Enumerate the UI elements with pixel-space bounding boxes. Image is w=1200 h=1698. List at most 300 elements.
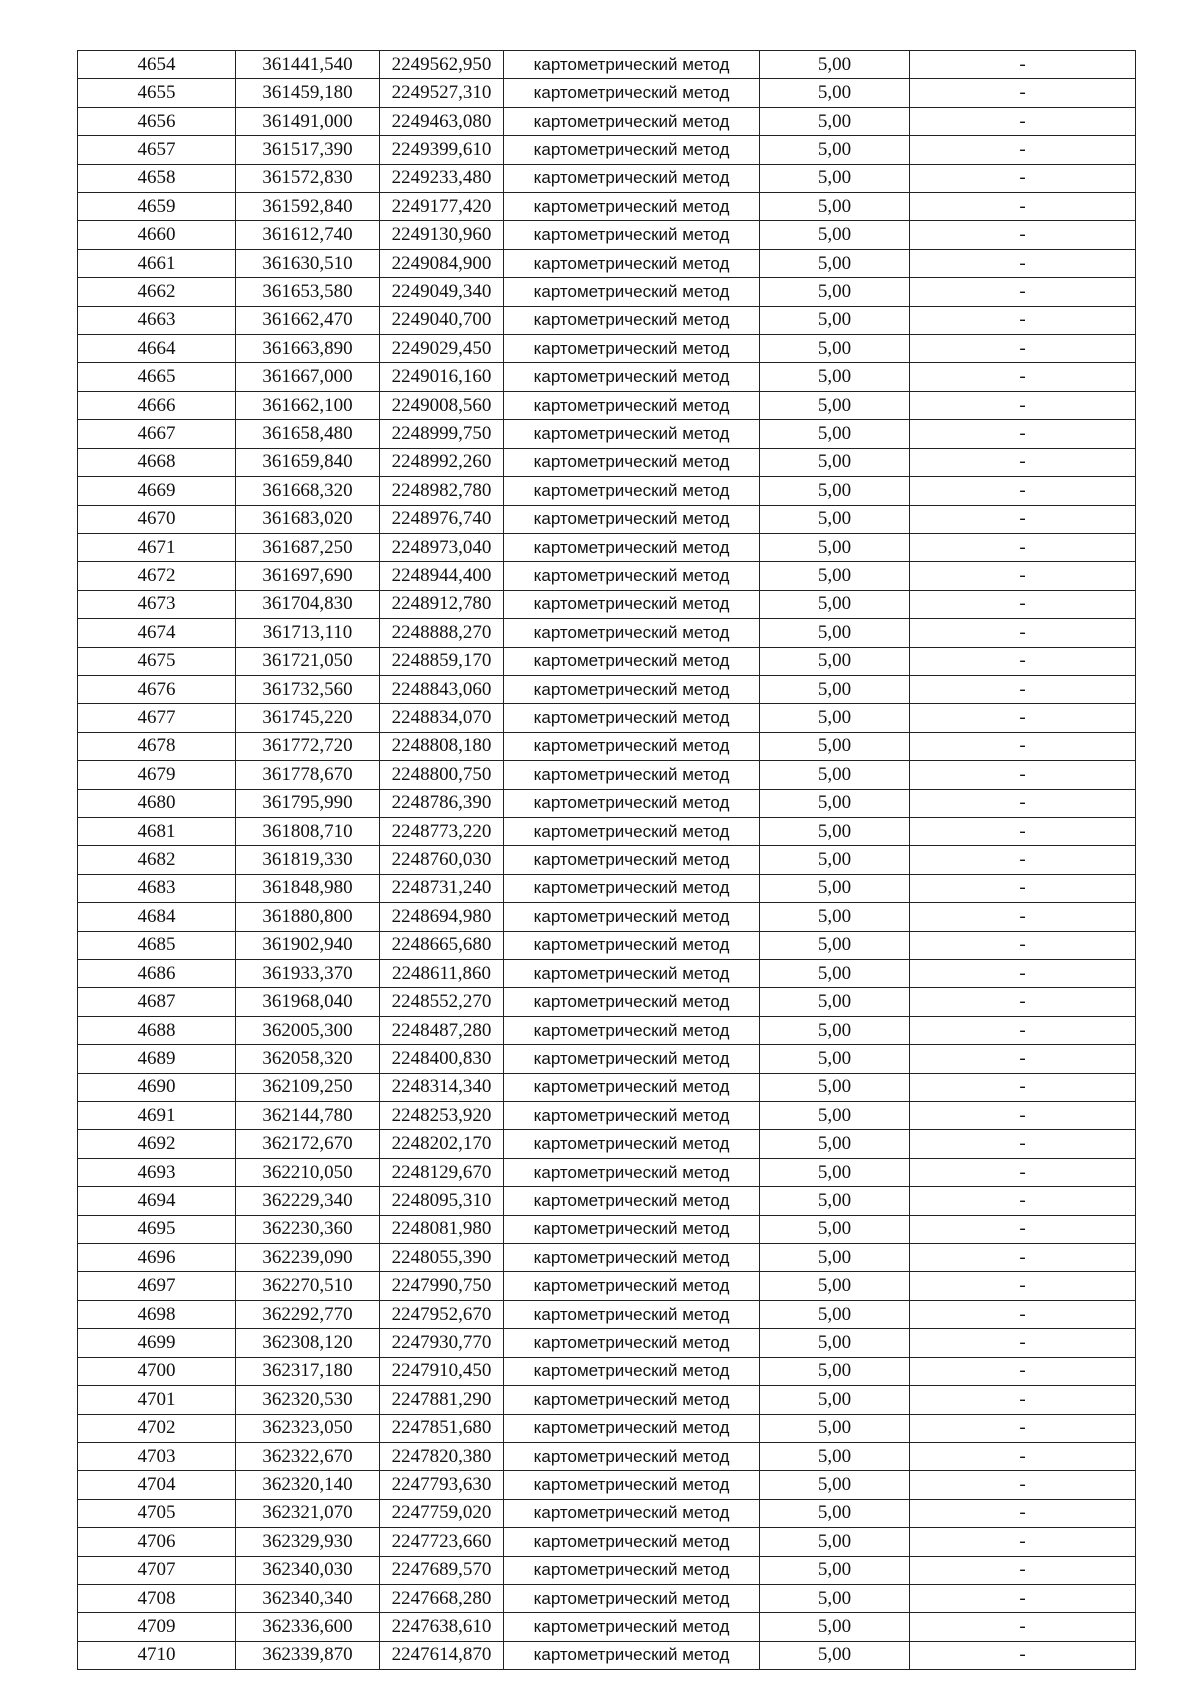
point-number-cell: 4665 [78,363,236,391]
note-cell: - [910,1386,1136,1414]
table-row [78,136,1136,164]
x-coordinate-cell: 362323,050 [236,1414,380,1442]
point-number-cell: 4656 [78,107,236,135]
point-number-cell: 4694 [78,1187,236,1215]
method-cell: картометрический метод [504,1556,760,1584]
note-cell: - [910,619,1136,647]
y-coordinate-cell: 2247851,680 [380,1414,504,1442]
note-cell: - [910,562,1136,590]
point-number-cell: 4655 [78,79,236,107]
x-coordinate-cell: 361745,220 [236,704,380,732]
note-cell: - [910,1272,1136,1300]
point-number-cell: 4696 [78,1244,236,1272]
y-coordinate-cell: 2249399,610 [380,136,504,164]
x-coordinate-cell: 362320,140 [236,1471,380,1499]
accuracy-cell: 5,00 [760,505,910,533]
accuracy-cell: 5,00 [760,874,910,902]
point-number-cell: 4669 [78,477,236,505]
table-row [78,675,1136,703]
method-cell: картометрический метод [504,675,760,703]
x-coordinate-cell: 361795,990 [236,789,380,817]
note-cell: - [910,391,1136,419]
note-cell: - [910,136,1136,164]
method-cell: картометрический метод [504,789,760,817]
method-cell: картометрический метод [504,477,760,505]
y-coordinate-cell: 2248912,780 [380,590,504,618]
y-coordinate-cell: 2248973,040 [380,533,504,561]
method-cell: картометрический метод [504,136,760,164]
method-cell: картометрический метод [504,1584,760,1612]
note-cell: - [910,363,1136,391]
x-coordinate-cell: 361441,540 [236,51,380,79]
point-number-cell: 4681 [78,817,236,845]
method-cell: картометрический метод [504,1499,760,1527]
accuracy-cell: 5,00 [760,704,910,732]
point-number-cell: 4691 [78,1102,236,1130]
accuracy-cell: 5,00 [760,1102,910,1130]
table-row [78,1613,1136,1641]
table-row [78,505,1136,533]
x-coordinate-cell: 362340,340 [236,1584,380,1612]
accuracy-cell: 5,00 [760,1442,910,1470]
x-coordinate-cell: 362340,030 [236,1556,380,1584]
method-cell: картометрический метод [504,874,760,902]
accuracy-cell: 5,00 [760,732,910,760]
x-coordinate-cell: 361902,940 [236,931,380,959]
y-coordinate-cell: 2248808,180 [380,732,504,760]
method-cell: картометрический метод [504,533,760,561]
point-number-cell: 4689 [78,1045,236,1073]
y-coordinate-cell: 2248731,240 [380,874,504,902]
accuracy-cell: 5,00 [760,164,910,192]
table-row [78,960,1136,988]
accuracy-cell: 5,00 [760,1187,910,1215]
note-cell: - [910,1187,1136,1215]
accuracy-cell: 5,00 [760,1641,910,1669]
method-cell: картометрический метод [504,1613,760,1641]
note-cell: - [910,1528,1136,1556]
method-cell: картометрический метод [504,1045,760,1073]
note-cell: - [910,675,1136,703]
y-coordinate-cell: 2248999,750 [380,420,504,448]
method-cell: картометрический метод [504,619,760,647]
x-coordinate-cell: 361819,330 [236,846,380,874]
x-coordinate-cell: 362322,670 [236,1442,380,1470]
point-number-cell: 4686 [78,960,236,988]
table-row [78,1584,1136,1612]
note-cell: - [910,960,1136,988]
method-cell: картометрический метод [504,448,760,476]
table-row [78,1556,1136,1584]
y-coordinate-cell: 2248314,340 [380,1073,504,1101]
method-cell: картометрический метод [504,79,760,107]
table-row [78,619,1136,647]
y-coordinate-cell: 2248552,270 [380,988,504,1016]
point-number-cell: 4685 [78,931,236,959]
y-coordinate-cell: 2248055,390 [380,1244,504,1272]
table-row [78,391,1136,419]
y-coordinate-cell: 2248760,030 [380,846,504,874]
table-row [78,1414,1136,1442]
point-number-cell: 4695 [78,1215,236,1243]
point-number-cell: 4674 [78,619,236,647]
table-row [78,1187,1136,1215]
point-number-cell: 4697 [78,1272,236,1300]
accuracy-cell: 5,00 [760,363,910,391]
point-number-cell: 4709 [78,1613,236,1641]
note-cell: - [910,1102,1136,1130]
x-coordinate-cell: 361778,670 [236,761,380,789]
y-coordinate-cell: 2249040,700 [380,306,504,334]
table-row [78,1215,1136,1243]
note-cell: - [910,1613,1136,1641]
x-coordinate-cell: 361612,740 [236,221,380,249]
note-cell: - [910,278,1136,306]
note-cell: - [910,1556,1136,1584]
note-cell: - [910,761,1136,789]
point-number-cell: 4671 [78,533,236,561]
table-row [78,704,1136,732]
note-cell: - [910,1584,1136,1612]
x-coordinate-cell: 361732,560 [236,675,380,703]
note-cell: - [910,221,1136,249]
x-coordinate-cell: 361592,840 [236,193,380,221]
accuracy-cell: 5,00 [760,278,910,306]
y-coordinate-cell: 2249008,560 [380,391,504,419]
table-row [78,51,1136,79]
y-coordinate-cell: 2249463,080 [380,107,504,135]
accuracy-cell: 5,00 [760,590,910,618]
method-cell: картометрический метод [504,249,760,277]
point-number-cell: 4670 [78,505,236,533]
method-cell: картометрический метод [504,1244,760,1272]
accuracy-cell: 5,00 [760,1244,910,1272]
point-number-cell: 4704 [78,1471,236,1499]
x-coordinate-cell: 361667,000 [236,363,380,391]
y-coordinate-cell: 2248944,400 [380,562,504,590]
x-coordinate-cell: 362317,180 [236,1357,380,1385]
table-row [78,817,1136,845]
method-cell: картометрический метод [504,1471,760,1499]
accuracy-cell: 5,00 [760,1584,910,1612]
note-cell: - [910,704,1136,732]
accuracy-cell: 5,00 [760,79,910,107]
accuracy-cell: 5,00 [760,1272,910,1300]
method-cell: картометрический метод [504,1528,760,1556]
method-cell: картометрический метод [504,1102,760,1130]
method-cell: картометрический метод [504,391,760,419]
point-number-cell: 4693 [78,1158,236,1186]
table-row [78,306,1136,334]
x-coordinate-cell: 362339,870 [236,1641,380,1669]
y-coordinate-cell: 2248202,170 [380,1130,504,1158]
accuracy-cell: 5,00 [760,1215,910,1243]
note-cell: - [910,817,1136,845]
accuracy-cell: 5,00 [760,1073,910,1101]
point-number-cell: 4660 [78,221,236,249]
table-row [78,1045,1136,1073]
table-row [78,789,1136,817]
note-cell: - [910,1300,1136,1328]
y-coordinate-cell: 2247910,450 [380,1357,504,1385]
accuracy-cell: 5,00 [760,761,910,789]
x-coordinate-cell: 361491,000 [236,107,380,135]
table-row [78,647,1136,675]
point-number-cell: 4683 [78,874,236,902]
method-cell: картометрический метод [504,1272,760,1300]
y-coordinate-cell: 2249016,160 [380,363,504,391]
x-coordinate-cell: 361668,320 [236,477,380,505]
note-cell: - [910,420,1136,448]
method-cell: картометрический метод [504,1073,760,1101]
method-cell: картометрический метод [504,505,760,533]
method-cell: картометрический метод [504,647,760,675]
table-row [78,761,1136,789]
accuracy-cell: 5,00 [760,477,910,505]
accuracy-cell: 5,00 [760,1045,910,1073]
table-row [78,1073,1136,1101]
note-cell: - [910,1499,1136,1527]
method-cell: картометрический метод [504,1641,760,1669]
point-number-cell: 4688 [78,1016,236,1044]
point-number-cell: 4710 [78,1641,236,1669]
accuracy-cell: 5,00 [760,1613,910,1641]
x-coordinate-cell: 362172,670 [236,1130,380,1158]
y-coordinate-cell: 2248253,920 [380,1102,504,1130]
x-coordinate-cell: 362229,340 [236,1187,380,1215]
note-cell: - [910,306,1136,334]
accuracy-cell: 5,00 [760,448,910,476]
method-cell: картометрический метод [504,221,760,249]
table-row [78,988,1136,1016]
x-coordinate-cell: 361663,890 [236,335,380,363]
note-cell: - [910,335,1136,363]
y-coordinate-cell: 2249562,950 [380,51,504,79]
y-coordinate-cell: 2248665,680 [380,931,504,959]
method-cell: картометрический метод [504,193,760,221]
point-number-cell: 4703 [78,1442,236,1470]
method-cell: картометрический метод [504,1300,760,1328]
x-coordinate-cell: 361848,980 [236,874,380,902]
x-coordinate-cell: 361968,040 [236,988,380,1016]
table-row [78,1272,1136,1300]
table-row [78,1329,1136,1357]
method-cell: картометрический метод [504,51,760,79]
accuracy-cell: 5,00 [760,51,910,79]
table-row [78,533,1136,561]
table-row [78,335,1136,363]
table-row [78,249,1136,277]
y-coordinate-cell: 2247930,770 [380,1329,504,1357]
point-number-cell: 4667 [78,420,236,448]
accuracy-cell: 5,00 [760,221,910,249]
table-body [78,51,1136,1670]
x-coordinate-cell: 362058,320 [236,1045,380,1073]
x-coordinate-cell: 361658,480 [236,420,380,448]
x-coordinate-cell: 361933,370 [236,960,380,988]
method-cell: картометрический метод [504,1158,760,1186]
accuracy-cell: 5,00 [760,335,910,363]
method-cell: картометрический метод [504,107,760,135]
table-row [78,1158,1136,1186]
y-coordinate-cell: 2248800,750 [380,761,504,789]
accuracy-cell: 5,00 [760,533,910,561]
accuracy-cell: 5,00 [760,1130,910,1158]
note-cell: - [910,789,1136,817]
accuracy-cell: 5,00 [760,960,910,988]
x-coordinate-cell: 362292,770 [236,1300,380,1328]
point-number-cell: 4700 [78,1357,236,1385]
note-cell: - [910,590,1136,618]
method-cell: картометрический метод [504,590,760,618]
note-cell: - [910,1244,1136,1272]
point-number-cell: 4675 [78,647,236,675]
method-cell: картометрический метод [504,164,760,192]
table-row [78,477,1136,505]
accuracy-cell: 5,00 [760,1357,910,1385]
y-coordinate-cell: 2247759,020 [380,1499,504,1527]
note-cell: - [910,448,1136,476]
y-coordinate-cell: 2248786,390 [380,789,504,817]
y-coordinate-cell: 2247614,870 [380,1641,504,1669]
y-coordinate-cell: 2247668,280 [380,1584,504,1612]
coordinates-table [77,50,1136,1670]
accuracy-cell: 5,00 [760,846,910,874]
table-row [78,107,1136,135]
x-coordinate-cell: 361459,180 [236,79,380,107]
x-coordinate-cell: 361653,580 [236,278,380,306]
x-coordinate-cell: 361880,800 [236,903,380,931]
accuracy-cell: 5,00 [760,1556,910,1584]
point-number-cell: 4662 [78,278,236,306]
method-cell: картометрический метод [504,931,760,959]
point-number-cell: 4692 [78,1130,236,1158]
method-cell: картометрический метод [504,704,760,732]
point-number-cell: 4668 [78,448,236,476]
table-row [78,1130,1136,1158]
note-cell: - [910,1641,1136,1669]
table-row [78,874,1136,902]
note-cell: - [910,1016,1136,1044]
note-cell: - [910,1158,1136,1186]
accuracy-cell: 5,00 [760,817,910,845]
x-coordinate-cell: 361659,840 [236,448,380,476]
y-coordinate-cell: 2249084,900 [380,249,504,277]
table-row [78,420,1136,448]
x-coordinate-cell: 362336,600 [236,1613,380,1641]
table-row [78,590,1136,618]
table-row [78,1641,1136,1669]
note-cell: - [910,903,1136,931]
method-cell: картометрический метод [504,1016,760,1044]
note-cell: - [910,51,1136,79]
point-number-cell: 4673 [78,590,236,618]
point-number-cell: 4690 [78,1073,236,1101]
note-cell: - [910,505,1136,533]
method-cell: картометрический метод [504,278,760,306]
note-cell: - [910,931,1136,959]
accuracy-cell: 5,00 [760,1471,910,1499]
note-cell: - [910,79,1136,107]
accuracy-cell: 5,00 [760,1300,910,1328]
x-coordinate-cell: 361772,720 [236,732,380,760]
point-number-cell: 4680 [78,789,236,817]
accuracy-cell: 5,00 [760,1329,910,1357]
x-coordinate-cell: 361662,100 [236,391,380,419]
method-cell: картометрический метод [504,960,760,988]
point-number-cell: 4659 [78,193,236,221]
accuracy-cell: 5,00 [760,931,910,959]
x-coordinate-cell: 362329,930 [236,1528,380,1556]
note-cell: - [910,1414,1136,1442]
point-number-cell: 4698 [78,1300,236,1328]
y-coordinate-cell: 2247820,380 [380,1442,504,1470]
point-number-cell: 4658 [78,164,236,192]
point-number-cell: 4677 [78,704,236,732]
point-number-cell: 4657 [78,136,236,164]
point-number-cell: 4687 [78,988,236,1016]
y-coordinate-cell: 2248773,220 [380,817,504,845]
y-coordinate-cell: 2247990,750 [380,1272,504,1300]
x-coordinate-cell: 361697,690 [236,562,380,590]
y-coordinate-cell: 2247638,610 [380,1613,504,1641]
y-coordinate-cell: 2248859,170 [380,647,504,675]
accuracy-cell: 5,00 [760,675,910,703]
x-coordinate-cell: 361687,250 [236,533,380,561]
note-cell: - [910,1215,1136,1243]
y-coordinate-cell: 2247952,670 [380,1300,504,1328]
table-row [78,931,1136,959]
x-coordinate-cell: 362210,050 [236,1158,380,1186]
method-cell: картометрический метод [504,1442,760,1470]
y-coordinate-cell: 2248487,280 [380,1016,504,1044]
point-number-cell: 4663 [78,306,236,334]
x-coordinate-cell: 361721,050 [236,647,380,675]
method-cell: картометрический метод [504,988,760,1016]
y-coordinate-cell: 2248129,670 [380,1158,504,1186]
y-coordinate-cell: 2248843,060 [380,675,504,703]
x-coordinate-cell: 361713,110 [236,619,380,647]
table-row [78,1386,1136,1414]
point-number-cell: 4708 [78,1584,236,1612]
x-coordinate-cell: 361683,020 [236,505,380,533]
point-number-cell: 4672 [78,562,236,590]
point-number-cell: 4682 [78,846,236,874]
y-coordinate-cell: 2249029,450 [380,335,504,363]
point-number-cell: 4702 [78,1414,236,1442]
note-cell: - [910,846,1136,874]
table-row [78,1102,1136,1130]
method-cell: картометрический метод [504,335,760,363]
method-cell: картометрический метод [504,1187,760,1215]
accuracy-cell: 5,00 [760,562,910,590]
x-coordinate-cell: 361662,470 [236,306,380,334]
point-number-cell: 4654 [78,51,236,79]
table-row [78,1442,1136,1470]
method-cell: картометрический метод [504,817,760,845]
table-row [78,164,1136,192]
accuracy-cell: 5,00 [760,789,910,817]
point-number-cell: 4684 [78,903,236,931]
accuracy-cell: 5,00 [760,1499,910,1527]
y-coordinate-cell: 2248400,830 [380,1045,504,1073]
x-coordinate-cell: 362230,360 [236,1215,380,1243]
y-coordinate-cell: 2247793,630 [380,1471,504,1499]
x-coordinate-cell: 361704,830 [236,590,380,618]
y-coordinate-cell: 2248834,070 [380,704,504,732]
accuracy-cell: 5,00 [760,988,910,1016]
accuracy-cell: 5,00 [760,1016,910,1044]
